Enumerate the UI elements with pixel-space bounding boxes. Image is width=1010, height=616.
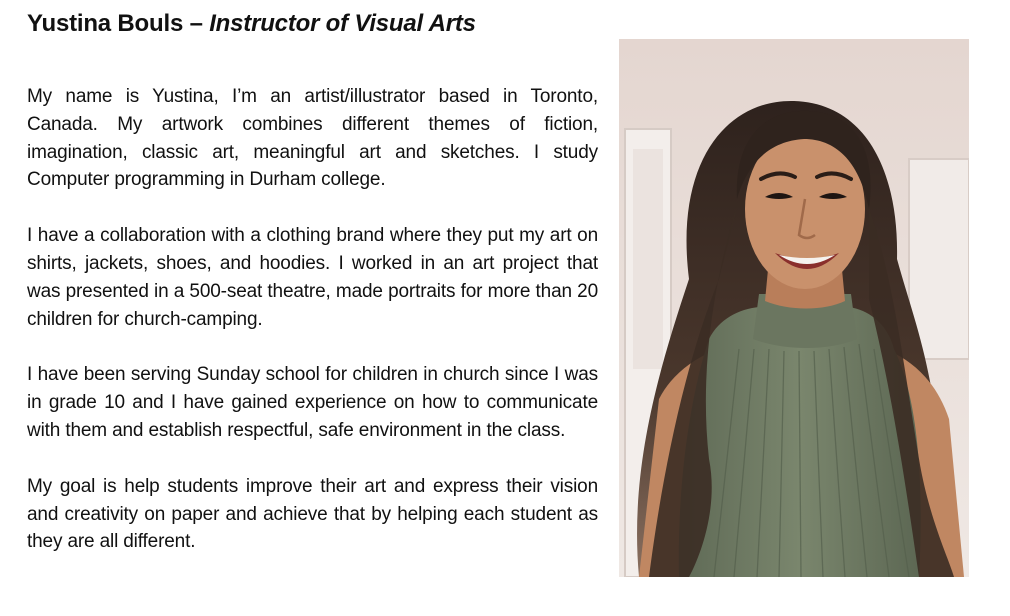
bio-paragraph-1: My name is Yustina, I’m an artist/illustrator based in Toronto, Canada. My artwork combines different themes of fiction, imagination, classic art, meaningful art and sketches. I study Computer programming in Durham college. bbox=[27, 86, 598, 191]
bio-paragraph-2: I have a collaboration with a clothing brand where they put my art on shirts, jackets, shoes, and hoodies. I worked in an art project that was presented in a 500-seat theatre, made portraits for more than 20 children for church-camping. bbox=[27, 225, 598, 330]
portrait-illustration bbox=[619, 39, 969, 577]
page-title bbox=[27, 10, 476, 38]
bio-section bbox=[27, 83, 598, 584]
instructor-name: Yustina Bouls bbox=[27, 10, 184, 37]
portrait-photo bbox=[619, 39, 969, 577]
bio-paragraph-4: My goal is help students improve their art and express their vision and creativity on paper and achieve that by helping each student as they are all different. bbox=[27, 475, 598, 553]
instructor-role: Instructor of Visual Arts bbox=[209, 10, 476, 37]
title-separator: – bbox=[183, 10, 210, 37]
bio-paragraph-3: I have been serving Sunday school for children in church since I was in grade 10 and I have gained experience on how to communicate with them and establish respectful, safe environment in the class. bbox=[27, 364, 598, 441]
